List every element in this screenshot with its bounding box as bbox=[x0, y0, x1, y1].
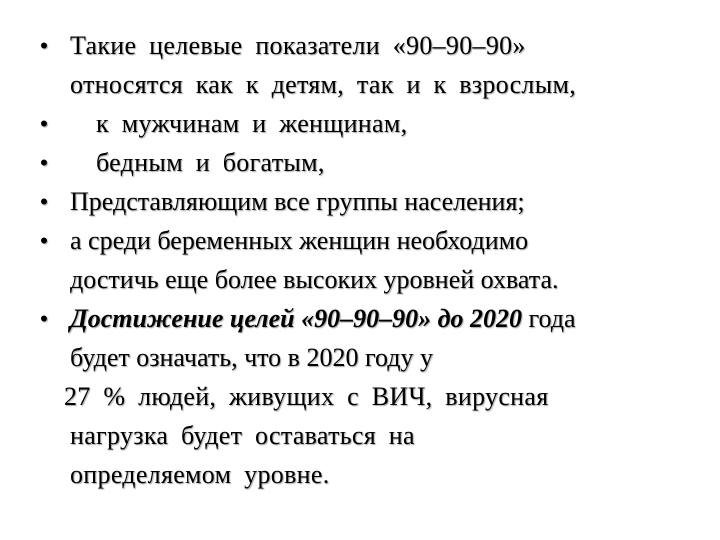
item-text-line: Представляющим все группы населения; bbox=[70, 187, 525, 216]
list-item bbox=[34, 26, 694, 104]
bullet-dot: • bbox=[40, 150, 48, 175]
item-text-line: определяемом уровне. bbox=[70, 460, 330, 489]
item-text-line: достичь еще более высоких уровней охвата. bbox=[70, 265, 559, 294]
item-text-tail: года bbox=[521, 304, 576, 333]
item-text-line: 27 % людей, живущих с ВИЧ, вирусная bbox=[64, 382, 549, 411]
bullet-list bbox=[34, 26, 694, 494]
bullet-dot: • bbox=[40, 111, 48, 136]
item-text-line: бедным и богатым, bbox=[96, 148, 325, 177]
bullet-dot: • bbox=[40, 306, 48, 331]
item-text-line: а среди беременных женщин необходимо bbox=[70, 226, 529, 255]
list-item bbox=[34, 143, 694, 182]
bullet-dot: • bbox=[40, 189, 48, 214]
item-text-line: нагрузка будет оставаться на bbox=[70, 421, 415, 450]
list-item bbox=[34, 221, 694, 299]
list-item bbox=[34, 182, 694, 221]
item-text-line: будет означать, что в 2020 году у bbox=[70, 343, 433, 372]
list-item bbox=[34, 299, 694, 494]
emphasized-text: Достижение целей «90–90–90» до 2020 bbox=[70, 304, 522, 333]
bullet-dot: • bbox=[40, 228, 48, 253]
item-text-line: Такие целевые показатели «90–90–90» bbox=[70, 31, 526, 60]
bullet-dot: • bbox=[40, 33, 48, 58]
item-text-line: к мужчинам и женщинам, bbox=[96, 109, 408, 138]
list-item bbox=[34, 104, 694, 143]
item-text-line: относятся как к детям, так и к взрослым, bbox=[70, 70, 577, 99]
